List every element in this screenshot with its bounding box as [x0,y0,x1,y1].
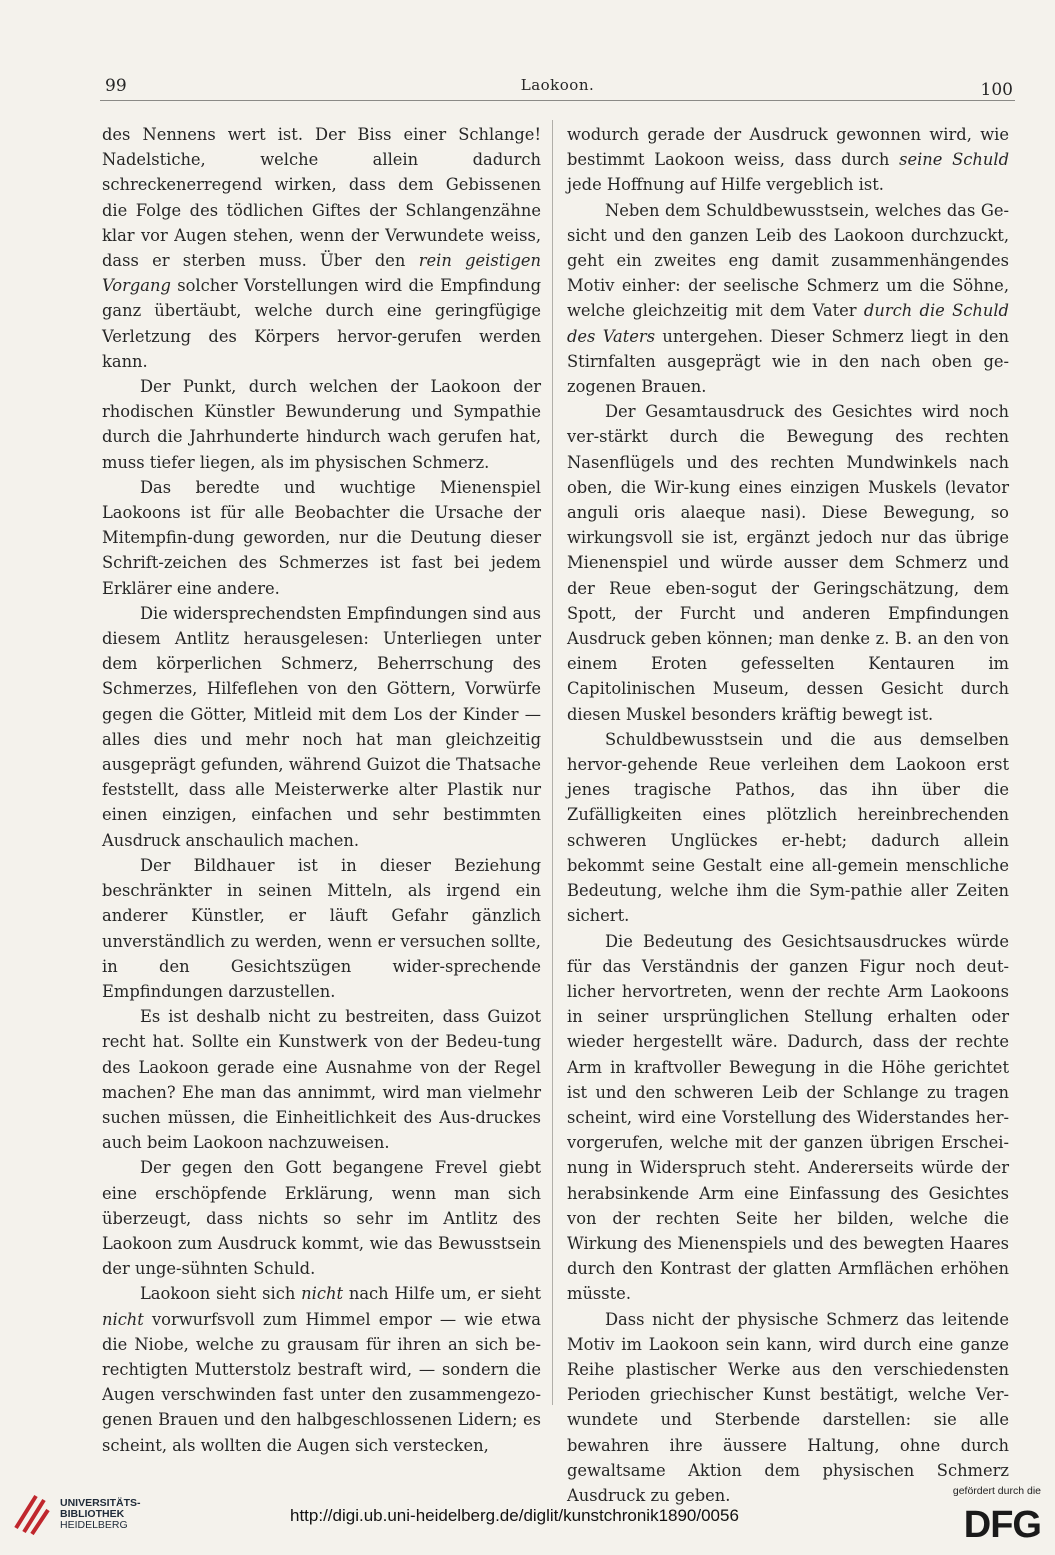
text-run: untergehen. Dieser Schmerz liegt in den Stirnfalten ausgeprägt wie in den nach oben ge-zogenen Brauen. [567,326,1010,397]
text-run: Schuldbewusstsein und die aus demselben hervor-gehende Reue verleihen dem Laokoon erst jenes tragische Pathos, das ihn über die Zufälligkeiten eines plötzlich hereinbrechenden schweren Unglückes er-hebt; dadurch allein bekommt seine Gestalt eine all-gemein menschliche Bedeutung, welche ihm die Sym-pathie aller Zeiten sichert. [567,729,1009,926]
text-run: Neben dem Schuldbewusstsein, welches das Ge-sicht und den ganzen Leib des Laokoon durchzuckt, geht ein zweites eng damit zusammenhängendes Motiv einher: der seelische Schmerz um die Söhne, welche gleichzeitig mit dem Vater [567,200,1009,321]
text-run: Der Punkt, durch welchen der Laokoon der rhodischen Künstler Bewunderung und Sympathie durch die Jahrhunderte hindurch wach gerufen hat, muss tiefer liegen, als im physischen Schmerz. [102,377,541,472]
left-paragraph [102,853,541,1004]
library-name [60,1498,141,1531]
right-paragraph [567,198,1009,400]
italic-phrase: seine Schuld [899,150,1009,170]
italic-phrase: nicht [301,1284,344,1304]
text-run: Das beredte und wuchtige Mienenspiel Laokoons ist für alle Beobachter die Ursache der Mitempfin-dung geworden, nur die Deutung dieser Schrift-zeichen des Schmerzes ist fast bei jedem Erklärer eine andere. [102,477,541,598]
left-paragraph [102,1281,541,1457]
text-run: Laokoon sieht sich [140,1284,302,1304]
text-run: Es ist deshalb nicht zu bestreiten, dass Guizot recht hat. Sollte ein Kunstwerk von der Bedeu-tung des Laokoon gerade eine Ausnahme von der Regel machen? Ehe man das annimmt, wird man vielmehr suchen müssen, die Einheitlichkeit des Aus-druckes auch beim Laokoon nachzuweisen. [102,1007,541,1153]
left-paragraph [102,374,541,475]
left-paragraph [102,601,541,853]
text-run: Der Bildhauer ist in dieser Beziehung beschränkter in seinen Mitteln, als irgend ein anderer Künstler, er läuft Gefahr gänzlich unverständlich zu werden, wenn er versuchen sollte, in den Gesichtszügen wider-sprechende Empfindungen darzustellen. [102,855,541,1001]
text-run: wodurch gerade der Ausdruck gewonnen wird, wie bestimmt Laokoon weiss, dass durch [567,125,1009,170]
italic-phrase: rein geistigen Vorgang [102,251,541,296]
left-paragraph [102,1155,541,1281]
footer [0,1470,1055,1555]
left-paragraph [102,1004,541,1155]
permalink-url[interactable]: http://digi.ub.uni-heidelberg.de/diglit/kunstchronik1890/0056 [290,1506,739,1525]
text-run: nach Hilfe um, er sieht [343,1284,541,1304]
page-number-left: 99 [105,76,127,96]
text-run: vorwurfsvoll zum Himmel empor — wie etwa die Niobe, welche zu grausam für ihren an sich be-rechtigten Mutterstolz bestraft wird, — sondern die Augen verschwinden fast unter den zusammengezo-genen Brauen und den halbgeschlossenen Lidern; es scheint, als wollten die Augen sich verstecken, [102,1309,541,1455]
dfg-logo: DFG [963,1504,1041,1546]
text-run: Der gegen den Gott begangene Frevel giebt eine erschöpfende Erklärung, wenn man sich überzeugt, dass nichts so sehr im Antlitz des Laokoon zum Ausdruck kommt, wie das Bewusstsein der unge-sühnten Schuld. [102,1158,541,1279]
text-run: Die widersprechendsten Empfindungen sind aus diesem Antlitz herausgelesen: Unterliegen unter dem körperlichen Schmerz, Beherrschung des Schmerzes, Hilfeflehen von den Göttern, Vorwürfe gegen die Götter, Mitleid mit dem Los der Kinder — alles dies und mehr noch hat man gleichzeitig ausgeprägt gefunden, während Guizot die Thatsache feststellt, dass alle Meisterwerke alter Plastik nur einen einzigen, einfachen und sehr bestimmten Ausdruck anschaulich machen. [102,603,541,850]
text-run: Der Gesamtausdruck des Gesichtes wird noch ver-stärkt durch die Bewegung des rechten Nasenflügels und des rechten Mundwinkels nach oben, die Wir-kung eines einzigen Muskels (levator anguli oris alaeque nasi). Diese Bewegung, so wirkungsvoll sie ist, ergänzt jedoch nur das übrige Mienenspiel und würde ausser dem Schmerz und der Reue eben-sogut der Geringschätzung, dem Spott, der Furcht und anderen Empfindungen Ausdruck geben können; man denke z. B. an den von einem Eroten gefesselten Kentauren im Capitolinischen Museum, dessen Gesicht durch diesen Muskel besonders kräftig bewegt ist. [567,402,1009,724]
text-run: Die Bedeutung des Gesichtsausdruckes würde für das Verständnis der ganzen Figur noch deut-licher hervortreten, wenn der rechte Arm Laokoons in seiner ursprünglichen Stellung erhalten oder wieder hergestellt wäre. Dadurch, dass der rechte Arm in kraftvoller Bewegung in die Höhe gerichtet ist und den schweren Leib der Schlange zu tragen scheint, wird eine Vorstellung des Widerstandes her-vorgerufen, welche mit der ganzen übrigen Erschei-nung in Widerspruch steht. Andererseits würde der herabsinkende Arm eine Einfassung des Gesichtes von der rechten Seite her bilden, welche die Wirkung des Mienenspiels und des bewegten Haares durch den Kontrast der glatten Armflächen erhöhen müsste. [567,931,1009,1304]
italic-phrase: durch die Schuld des Vaters [567,301,1009,346]
library-name-line2: BIBLIOTHEK [60,1508,125,1520]
text-run: des Nennens wert ist. Der Biss einer Schlange! Nadelstiche, welche allein dadurch schreckenerregend wirken, dass dem Gebissenen die Folge des tödlichen Giftes der Schlangenzähne klar vor Augen stehen, wenn der Verwundete weiss, dass er sterben muss. Über den [102,125,541,271]
ub-heidelberg-logo-icon [12,1488,52,1536]
header-rule [100,100,1015,101]
text-run: jede Hoffnung auf Hilfe vergeblich ist. [567,175,884,195]
right-paragraph [567,399,1009,727]
right-paragraph [567,929,1009,1307]
right-paragraph [567,122,1009,198]
column-divider [552,120,553,1405]
text-run: Dass nicht der physische Schmerz das leitende Motiv im Laokoon sein kann, wird durch eine ganze Reihe plastischer Werke aus den verschiedensten Perioden griechischer Kunst bestätigt, welche Ver-wundete und Sterbende darstellen: sie alle bewahren ihre äussere Haltung, ohne durch gewaltsame Aktion dem physischen Schmerz Ausdruck zu geben. [567,1309,1009,1505]
left-paragraph [102,475,541,601]
library-name-line1: UNIVERSITÄTS- [60,1497,141,1509]
running-title: Laokoon. [520,76,595,94]
library-name-line3: HEIDELBERG [60,1519,128,1531]
right-paragraph [567,727,1009,929]
italic-phrase: nicht [102,1309,144,1329]
page-number-right: 100 [980,80,1013,100]
funding-note: gefördert durch die [952,1485,1041,1497]
left-column [102,122,541,1458]
left-paragraph [102,122,541,374]
right-column [567,122,1009,1508]
text-run: solcher Vorstellungen wird die Empfindung ganz übertäubt, welche durch eine geringfügige Verletzung des Körpers hervor-gerufen werden kann. [102,276,541,371]
